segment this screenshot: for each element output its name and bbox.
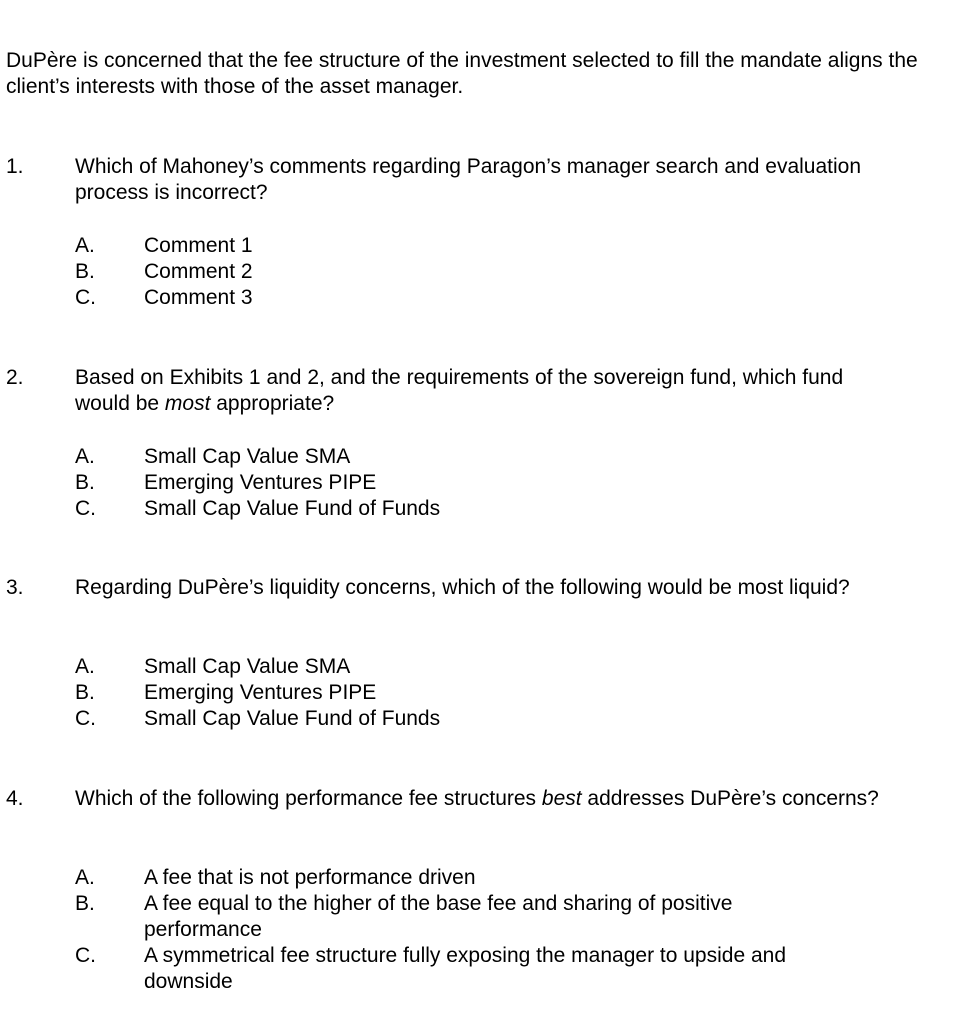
option-letter: C. bbox=[75, 944, 96, 967]
question-text: Regarding DuPère’s liquidity concerns, which of the following would be most liquid? bbox=[75, 576, 850, 599]
option-text: Comment 3 bbox=[144, 286, 253, 309]
question-number: 1. bbox=[6, 155, 24, 178]
question-text-start: Which of the following performance fee structures bbox=[75, 787, 542, 810]
option-letter: A. bbox=[75, 655, 95, 678]
option-text: Small Cap Value SMA bbox=[144, 655, 351, 678]
question-number: 4. bbox=[6, 787, 24, 810]
question-number: 3. bbox=[6, 576, 24, 599]
option-text: A fee that is not performance driven bbox=[144, 866, 476, 889]
option-a[interactable] bbox=[75, 233, 895, 259]
question-text-end: addresses DuPère’s concerns? bbox=[581, 787, 879, 810]
intro-paragraph: DuPère is concerned that the fee structure of the investment selected to fill the mandate aligns the client’s interests with those of the asset manager. bbox=[6, 49, 918, 98]
option-text: Comment 2 bbox=[144, 260, 253, 283]
option-letter: A. bbox=[75, 445, 95, 468]
option-a[interactable] bbox=[75, 654, 895, 680]
option-letter: B. bbox=[75, 260, 95, 283]
option-text: Comment 1 bbox=[144, 234, 253, 257]
option-b[interactable] bbox=[75, 259, 895, 285]
option-letter: B. bbox=[75, 892, 95, 915]
question-text bbox=[75, 365, 895, 417]
option-a[interactable] bbox=[75, 444, 895, 470]
question-text-start: Based on Exhibits 1 and 2, and the requirements of the sovereign fund, which fund would be bbox=[75, 366, 844, 415]
option-letter: C. bbox=[75, 497, 96, 520]
question-text-emphasis: best bbox=[541, 787, 582, 810]
option-c[interactable] bbox=[75, 496, 895, 522]
option-a[interactable] bbox=[75, 865, 895, 891]
option-letter: B. bbox=[75, 471, 95, 494]
option-b[interactable] bbox=[75, 680, 895, 706]
option-text: Small Cap Value Fund of Funds bbox=[144, 497, 441, 520]
question-text-emphasis: most bbox=[164, 392, 211, 415]
option-letter: A. bbox=[75, 866, 95, 889]
option-c[interactable] bbox=[75, 706, 895, 732]
question-text bbox=[75, 786, 895, 812]
option-b[interactable] bbox=[75, 891, 895, 943]
option-letter: C. bbox=[75, 286, 96, 309]
option-text: Emerging Ventures PIPE bbox=[144, 471, 377, 494]
answer-options bbox=[75, 233, 895, 311]
answer-options bbox=[75, 444, 895, 522]
option-b[interactable] bbox=[75, 470, 895, 496]
option-text: A symmetrical fee structure fully exposing the manager to upside and downside bbox=[144, 944, 786, 993]
answer-options bbox=[75, 865, 895, 995]
question-text-end: appropriate? bbox=[210, 392, 335, 415]
option-letter: A. bbox=[75, 234, 95, 257]
option-text: Small Cap Value SMA bbox=[144, 445, 351, 468]
option-c[interactable] bbox=[75, 943, 895, 995]
option-text: A fee equal to the higher of the base fee and sharing of positive performance bbox=[144, 892, 733, 941]
option-text: Small Cap Value Fund of Funds bbox=[144, 707, 441, 730]
option-letter: C. bbox=[75, 707, 96, 730]
question-text: Which of Mahoney’s comments regarding Paragon’s manager search and evaluation process is incorrect? bbox=[75, 155, 862, 204]
option-letter: B. bbox=[75, 681, 95, 704]
option-text: Emerging Ventures PIPE bbox=[144, 681, 377, 704]
question-number: 2. bbox=[6, 366, 24, 389]
option-c[interactable] bbox=[75, 285, 895, 311]
answer-options bbox=[75, 654, 895, 732]
